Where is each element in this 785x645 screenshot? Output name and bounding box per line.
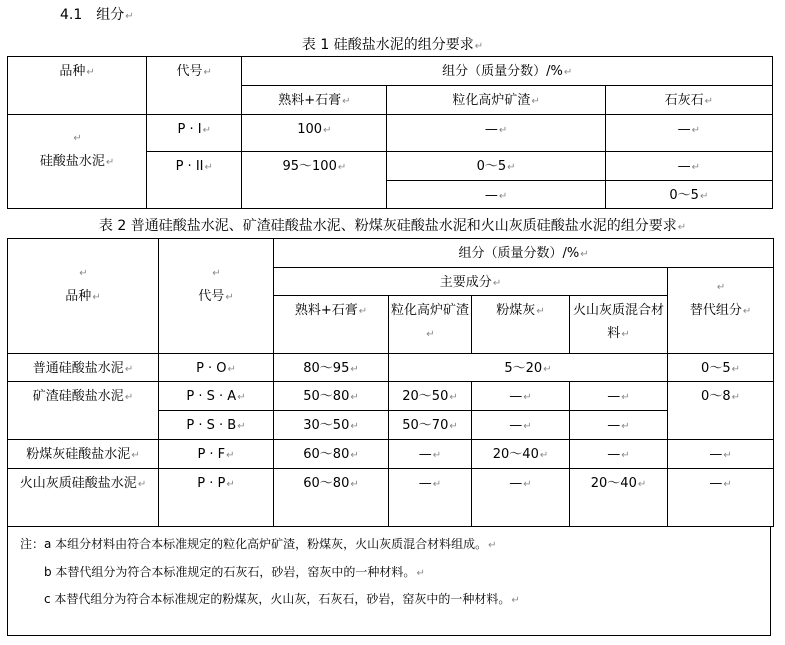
t2-psa-clinker: 50～80↵ (274, 382, 389, 411)
t2-psb-slag: 50～70↵ (389, 411, 472, 440)
note-a: 注：a 本组分材料由符合本标准规定的粒化高炉矿渣，粉煤灰，火山灰质混合材料组成。↵ (20, 537, 497, 551)
t1-pi-clinker: 100↵ (242, 115, 387, 152)
table2-caption: 表 2 普通硅酸盐水泥、矿渣硅酸盐水泥、粉煤灰硅酸盐水泥和火山灰质硅酸盐水泥的组分要求↵ (98, 218, 687, 234)
t2-psb-code: P · S · B↵ (159, 411, 274, 440)
t1-pi-limestone: —↵ (605, 115, 772, 152)
t1-header-code: 代号↵ (147, 57, 242, 115)
t2-po-sub: 0～5↵ (668, 354, 774, 382)
t2-pp-pozzolan: 20～40↵ (570, 469, 668, 527)
section-title: 4.1 组分↵ (60, 7, 134, 23)
t2-pp-code: P · P↵ (159, 469, 274, 527)
t2-header-variety: ↵ 品种↵ (8, 239, 159, 354)
t2-header-clinker: 熟料+石膏↵ (274, 296, 389, 354)
t2-po-mixed: 5～20↵ (389, 354, 668, 382)
t2-pf-clinker: 60～80↵ (274, 440, 389, 469)
t2-pp-slag: —↵ (389, 469, 472, 527)
t2-header-pozzolan: 火山灰质混合材料↵ (570, 296, 668, 354)
table1 (7, 56, 773, 209)
t2-pf-code: P · F↵ (159, 440, 274, 469)
t2-header-main: 主要成分↵ (274, 268, 668, 296)
t2-header-slag: 粒化高炉矿渣↵ (389, 296, 472, 354)
t1-header-clinker: 熟料+石膏↵ (242, 86, 387, 115)
t2-pf-flyash: 20～40↵ (472, 440, 570, 469)
t1-pi-slag: —↵ (387, 115, 605, 152)
t2-pp-clinker: 60～80↵ (274, 469, 389, 527)
t2-psa-code: P · S · A↵ (159, 382, 274, 411)
t2-pp-variety: 火山灰质硅酸盐水泥↵ (8, 469, 159, 527)
t2-po-code: P · O↵ (159, 354, 274, 382)
t1-header-limestone: 石灰石↵ (605, 86, 772, 115)
t2-header-flyash: 粉煤灰↵ (472, 296, 570, 354)
t2-pf-slag: —↵ (389, 440, 472, 469)
table2-notes (7, 526, 771, 636)
table1-caption: 表 1 硅酸盐水泥的组分要求↵ (301, 37, 484, 53)
t1-header-variety: 品种↵ (8, 57, 147, 115)
t2-psb-clinker: 30～50↵ (274, 411, 389, 440)
t1-pii-r1-limestone: —↵ (605, 152, 772, 181)
t1-header-components: 组分（质量分数）/%↵ (242, 57, 773, 86)
table2 (7, 238, 774, 527)
t2-psb-flyash: —↵ (472, 411, 570, 440)
t2-pp-flyash: —↵ (472, 469, 570, 527)
t2-po-clinker: 80～95↵ (274, 354, 389, 382)
t2-pf-variety: 粉煤灰硅酸盐水泥↵ (8, 440, 159, 469)
t1-pii-clinker: 95～100↵ (242, 152, 387, 209)
t2-po-variety: 普通硅酸盐水泥↵ (8, 354, 159, 382)
t2-ps-variety: 矿渣硅酸盐水泥↵ (8, 382, 159, 440)
t2-pf-sub: —↵ (668, 440, 774, 469)
note-c: c 本替代组分为符合本标准规定的粉煤灰，火山灰，石灰石，砂岩，窑灰中的一种材料。↵ (44, 592, 520, 606)
note-b: b 本替代组分为符合本标准规定的石灰石，砂岩，窑灰中的一种材料。↵ (44, 565, 425, 579)
t2-pp-sub: —↵ (668, 469, 774, 527)
t1-pii-code: P · II↵ (147, 152, 242, 209)
t2-psa-pozzolan: —↵ (570, 382, 668, 411)
t2-header-components: 组分（质量分数）/%↵ (274, 239, 774, 268)
t2-psb-pozzolan: —↵ (570, 411, 668, 440)
t1-pii-r2-slag: —↵ (387, 181, 605, 209)
t1-pii-r1-slag: 0～5↵ (387, 152, 605, 181)
t2-header-substitute: ↵ 替代组分↵ (668, 268, 774, 354)
t2-psa-slag: 20～50↵ (389, 382, 472, 411)
t1-pii-r2-limestone: 0～5↵ (605, 181, 772, 209)
t2-ps-sub: 0～8↵ (668, 382, 774, 440)
t2-pf-pozzolan: —↵ (570, 440, 668, 469)
t2-psa-flyash: —↵ (472, 382, 570, 411)
t1-variety: ↵ 硅酸盐水泥↵ (8, 115, 147, 209)
t1-header-slag: 粒化高炉矿渣↵ (387, 86, 605, 115)
t2-header-code: ↵ 代号↵ (159, 239, 274, 354)
t1-pi-code: P · I↵ (147, 115, 242, 152)
